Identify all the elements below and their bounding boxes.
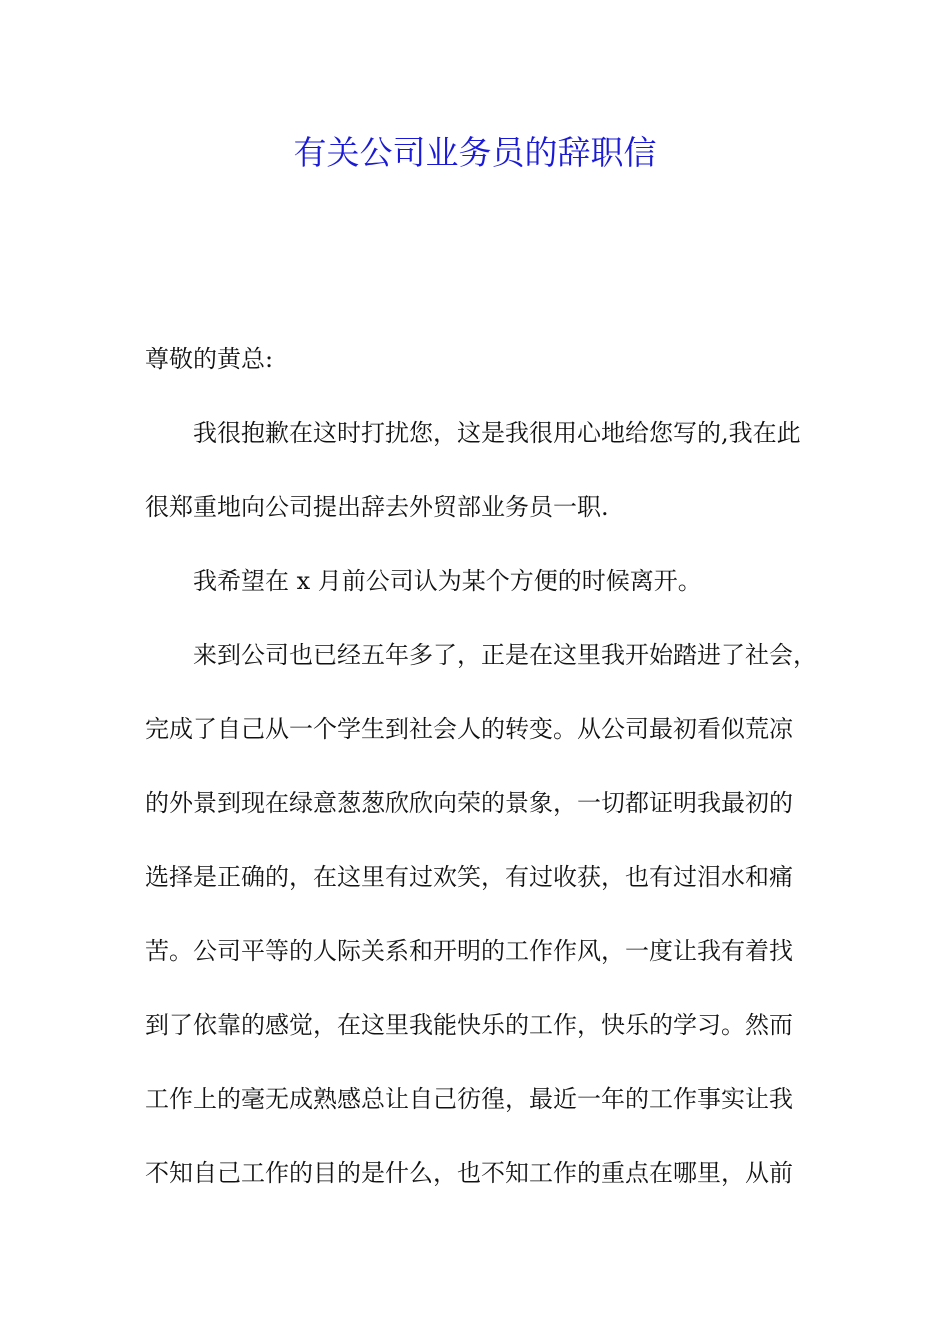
paragraph-line: 工作上的毫无成熟感总让自己彷徨，最近一年的工作事实让我 — [145, 1085, 793, 1113]
paragraph-line: 苦。公司平等的人际关系和开明的工作作风，一度让我有着找 — [145, 937, 793, 965]
document-title: 有关公司业务员的辞职信 — [293, 133, 657, 172]
letter-body — [145, 334, 817, 1222]
paragraph-line: 的外景到现在绿意葱葱欣欣向荣的景象，一切都证明我最初的 — [145, 789, 793, 817]
paragraph-line: 很郑重地向公司提出辞去外贸部业务员一职. — [145, 493, 609, 521]
paragraph-line: 我很抱歉在这时打扰您，这是我很用心地给您写的,我在此 — [193, 419, 801, 447]
paragraph-line: 选择是正确的，在这里有过欢笑，有过收获，也有过泪水和痛 — [145, 863, 793, 891]
paragraph-line: 不知自己工作的目的是什么，也不知工作的重点在哪里，从前 — [145, 1159, 793, 1187]
paragraph-line: 我希望在 x 月前公司认为某个方便的时候离开。 — [193, 567, 702, 595]
salutation: 尊敬的黄总: — [145, 345, 274, 373]
paragraph-line: 完成了自己从一个学生到社会人的转变。从公司最初看似荒凉 — [145, 715, 793, 743]
paragraph-line: 来到公司也已经五年多了，正是在这里我开始踏进了社会， — [193, 641, 817, 669]
paragraph-line: 到了依靠的感觉，在这里我能快乐的工作，快乐的学习。然而 — [145, 1011, 793, 1039]
